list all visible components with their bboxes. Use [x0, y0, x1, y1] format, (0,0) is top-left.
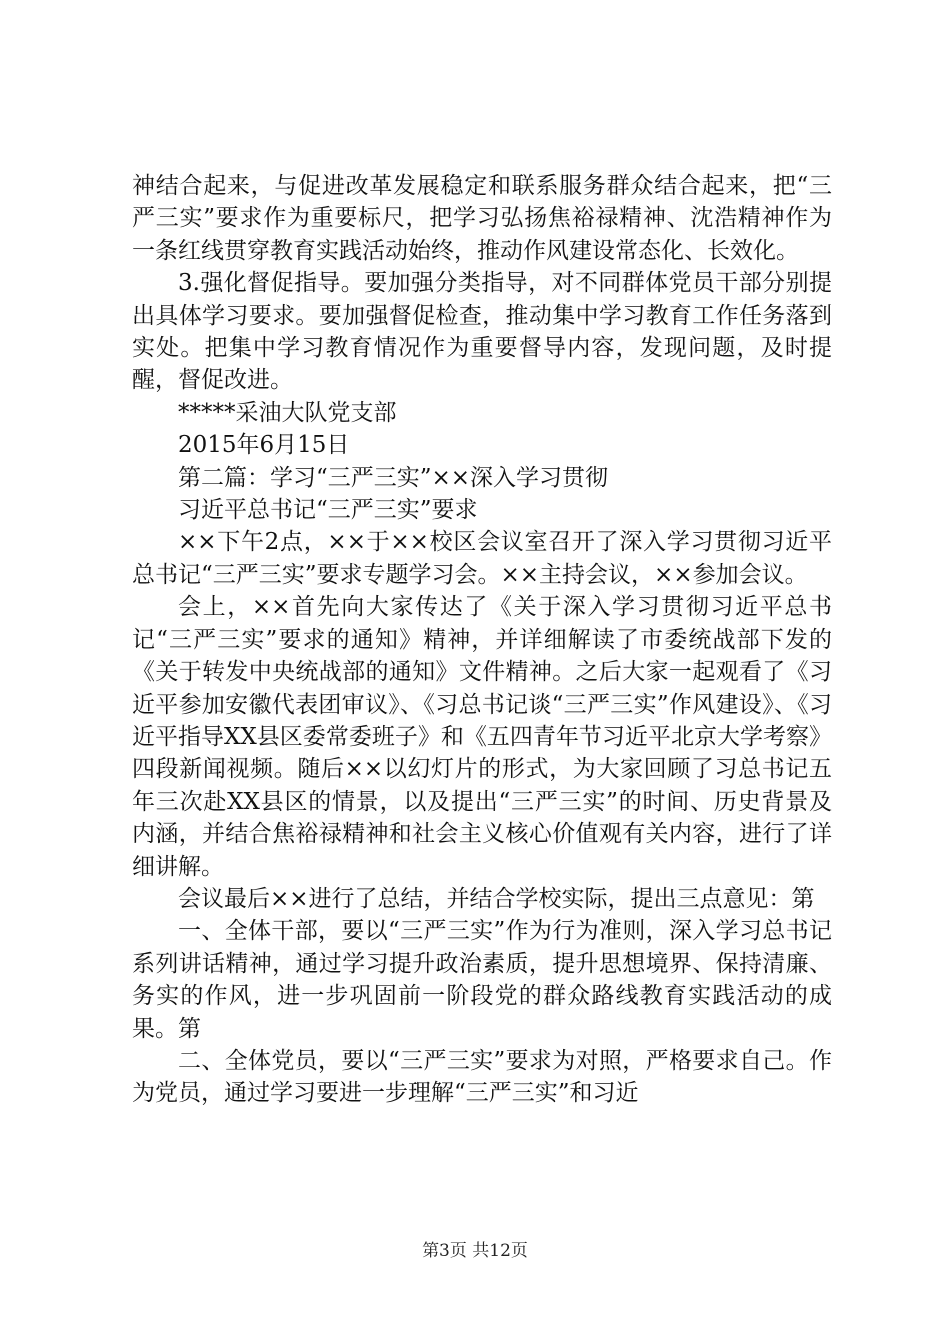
paragraph-meeting-intro: ××下午2点，××于××校区会议室召开了深入学习贯彻习近平总书记“三严三实”要求专题学习会。××主持会议，××参加会议。	[132, 529, 832, 588]
paragraph-point-two: 二、全体党员，要以“三严三实”要求为对照，严格要求自己。作为党员，通过学习要进一步理解“三严三实”和习近	[132, 1047, 832, 1107]
page-number-footer: 第3页 共12页	[422, 1241, 528, 1261]
signature-date: 2015年6月15日	[178, 432, 350, 459]
section-title-line-1: 第二篇：学习“三严三实”××深入学习贯彻	[178, 464, 609, 491]
paragraph-point-one: 一、全体干部，要以“三严三实”作为行为准则，深入学习总书记系列讲话精神，通过学习提升政治素质，提升思想境界、保持清廉、务实的作风，进一步巩固前一阶段党的群众路线教育实践活动的成果。第	[132, 918, 832, 1042]
paragraph-supervision: 3.强化督促指导。要加强分类指导，对不同群体党员干部分别提出具体学习要求。要加强督促检查，推动集中学习教育工作任务落到实处。把集中学习教育情况作为重要督导内容，发现问题，及时提醒，督促改进。	[132, 270, 832, 394]
paragraph-continuation: 神结合起来，与促进改革发展稳定和联系服务群众结合起来，把“三严三实”要求作为重要标尺，把学习弘扬焦裕禄精神、沈浩精神作为一条红线贯穿教育实践活动始终，推动作风建设常态化、长效化。	[132, 173, 832, 264]
paragraph-meeting-content: 会上，××首先向大家传达了《关于深入学习贯彻习近平总书记“三严三实”要求的通知》精神，并详细解读了市委统战部下发的《关于转发中央统战部的通知》文件精神。之后大家一起观看了《习近平参加安徽代表团审议》、《习总书记谈“三严三实”作风建设》、《习近平指导XX县区委常委班子》和《五四青年节习近平北京大学考察》四段新闻视频。随后××以幻灯片的形式，为大家回顾了习总书记五年三次赴XX县区的情景，以及提出“三严三实”的时间、历史背景及内涵，并结合焦裕禄精神和社会主义核心价值观有关内容，进行了详细讲解。	[132, 594, 832, 880]
section-title-line-2: 习近平总书记“三严三实”要求	[178, 497, 478, 524]
document-body	[132, 170, 832, 1110]
signature-organization: *****采油大队党支部	[178, 399, 397, 426]
paragraph-meeting-summary: 会议最后××进行了总结，并结合学校实际，提出三点意见：第	[178, 885, 815, 912]
